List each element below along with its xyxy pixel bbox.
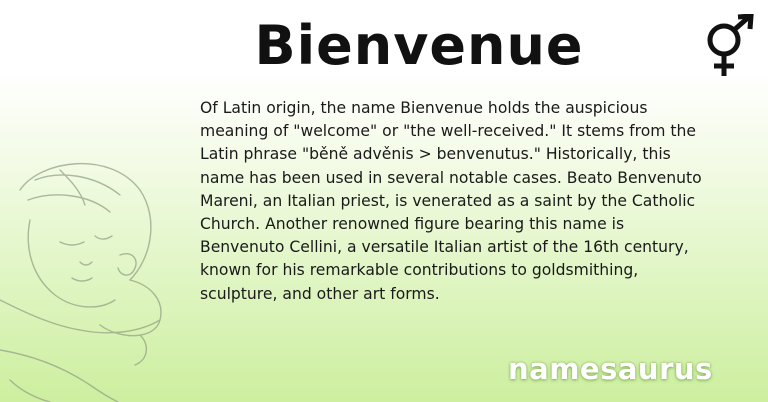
name-title: Bienvenue <box>254 14 584 77</box>
name-description: Of Latin origin, the name Bienvenue holds the auspicious meaning of "welcome" or "the well-received." It stems from the Latin phrase "běně advěnis > benvenutus." Historically, this name has been used in several notable cases. Beato Benvenuto Mareni, an Italian priest, is venerated as a saint by the Catholic Church. Another renowned figure bearing this name is Benvenuto Cellini, a versatile Italian artist of the 16th century, known for his remarkable contributions to goldsmithing, sculpture, and other art forms. <box>200 99 702 303</box>
namesaurus-logo[interactable]: namesaurus <box>508 352 713 386</box>
male-female-symbol-icon <box>700 14 758 80</box>
sleeping-baby-illustration <box>0 150 200 402</box>
